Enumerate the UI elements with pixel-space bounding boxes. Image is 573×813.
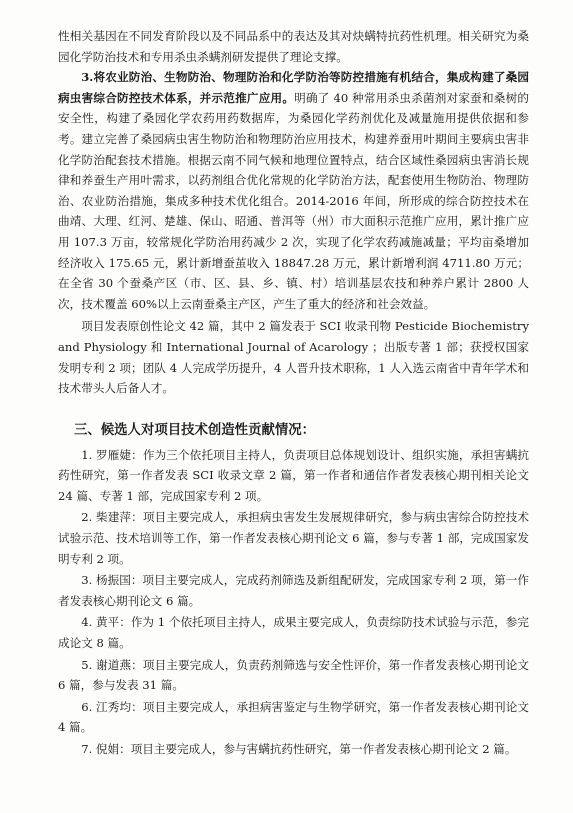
contribution-item: 4. 黄平：作为 1 个依托项目主持人，成果主要完成人，负责综防技术试验与示范，参完成论文 8 篇。 (58, 615, 529, 651)
contribution-item: 2. 柴建萍：项目主要完成人，承担病虫害发生发展规律研究，参与病虫害综合防控技术试验示范、技术培训等工作，第一作者发表核心期刊论文 6 篇，参与专著 1 部，完成国家发明专利 2 项。 (58, 510, 529, 566)
paragraph-continuation: 性相关基因在不同发育阶段以及不同品系中的表达及其对炔螨特抗药性机理。相关研究为桑园化学防治技术和专用杀虫杀螨剂研发提供了理论支撑。 (58, 29, 529, 64)
point-3-body: 明确了 40 种常用杀虫杀菌剂对家蚕和桑树的安全性，构建了桑园化学农药用药数据库，为桑园化学药剂优化及减量施用提供依据和参考。建立完善了桑园病虫害生物防治和物理防治应用技术，构建养蚕用叶期间主要病虫害非化学防治配套技术措施。根据云南不同气候和地理位置特点，结合区域性桑园病虫害消长规律和养蚕生产用叶需求，以药剂组合优化常规的化学防治方法，配套使用生物防治、物理防治、农业防治措施，集成多种技术优化组合。2014-2016 年间，所形成的综合防控技术在曲靖、大理、红河、楚雄、保山、昭通、普洱等（州）市大面积示范推广应用，累计推广应用 107.3 万亩，较常规化学防治用药减少 2 次，实现了化学农药减施减量；平均亩桑增加经济收入 175.65 元，累计新增蚕茧收入 18847.28 万元，累计新增利润 4711.80 万元；在全省 30 个蚕桑产区（市、区、县、乡、镇、村）培训基层农技和种养户累计 2800 人次，技术覆盖 60%以上云南蚕桑主产区，产生了重大的经济和社会效益。 (58, 90, 529, 311)
contribution-item: 3. 杨振国：项目主要完成人，完成药剂筛选及新组配研发，完成国家专利 2 项，第一作者发表核心期刊论文 6 篇。 (58, 573, 529, 608)
contribution-item: 5. 谢道燕：项目主要完成人，负责药剂筛选与安全性评价，第一作者发表核心期刊论文 6 篇，参与发表 31 篇。 (58, 657, 529, 693)
contribution-item: 6. 江秀均：项目主要完成人，承担病害鉴定与生物学研究，第一作者发表核心期刊论文 4 篇。 (58, 699, 529, 735)
contribution-item: 1. 罗雁婕：作为三个依托项目主持人，负责项目总体规划设计、组织实施，承担害螨抗药性研究，第一作者发表 SCI 收录文章 2 篇，第一作者和通信作者发表核心期刊相关论文 24 篇、专著 1 部，完成国家专利 2 项。 (58, 447, 529, 503)
contribution-item: 7. 倪娟：项目主要完成人，参与害螨抗药性研究，第一作者发表核心期刊论文 2 篇。 (81, 742, 517, 756)
section-title: 三、候选人对项目技术创造性贡献情况： (74, 421, 316, 438)
point-3-heading: 3.将农业防治、生物防治、物理防治和化学防治等防控措施有机结合，集成构建了桑园病虫害综合防控技术体系，并示范推广应用。 (58, 70, 529, 105)
point-3 (58, 67, 529, 314)
publications-paragraph: 项目发表原创性论文 42 篇，其中 2 篇发表于 SCI 收录刊物 Pesticide Biochemistry and Physiology 和 International Journal of Acarology ；出版专著 1 部；获授权国家发明专利 2 项；团队 4 人完成学历提升，4 人晋升技术职称，1 人入选云南省中青年学术和技术带头人后备人才。 (58, 319, 529, 396)
